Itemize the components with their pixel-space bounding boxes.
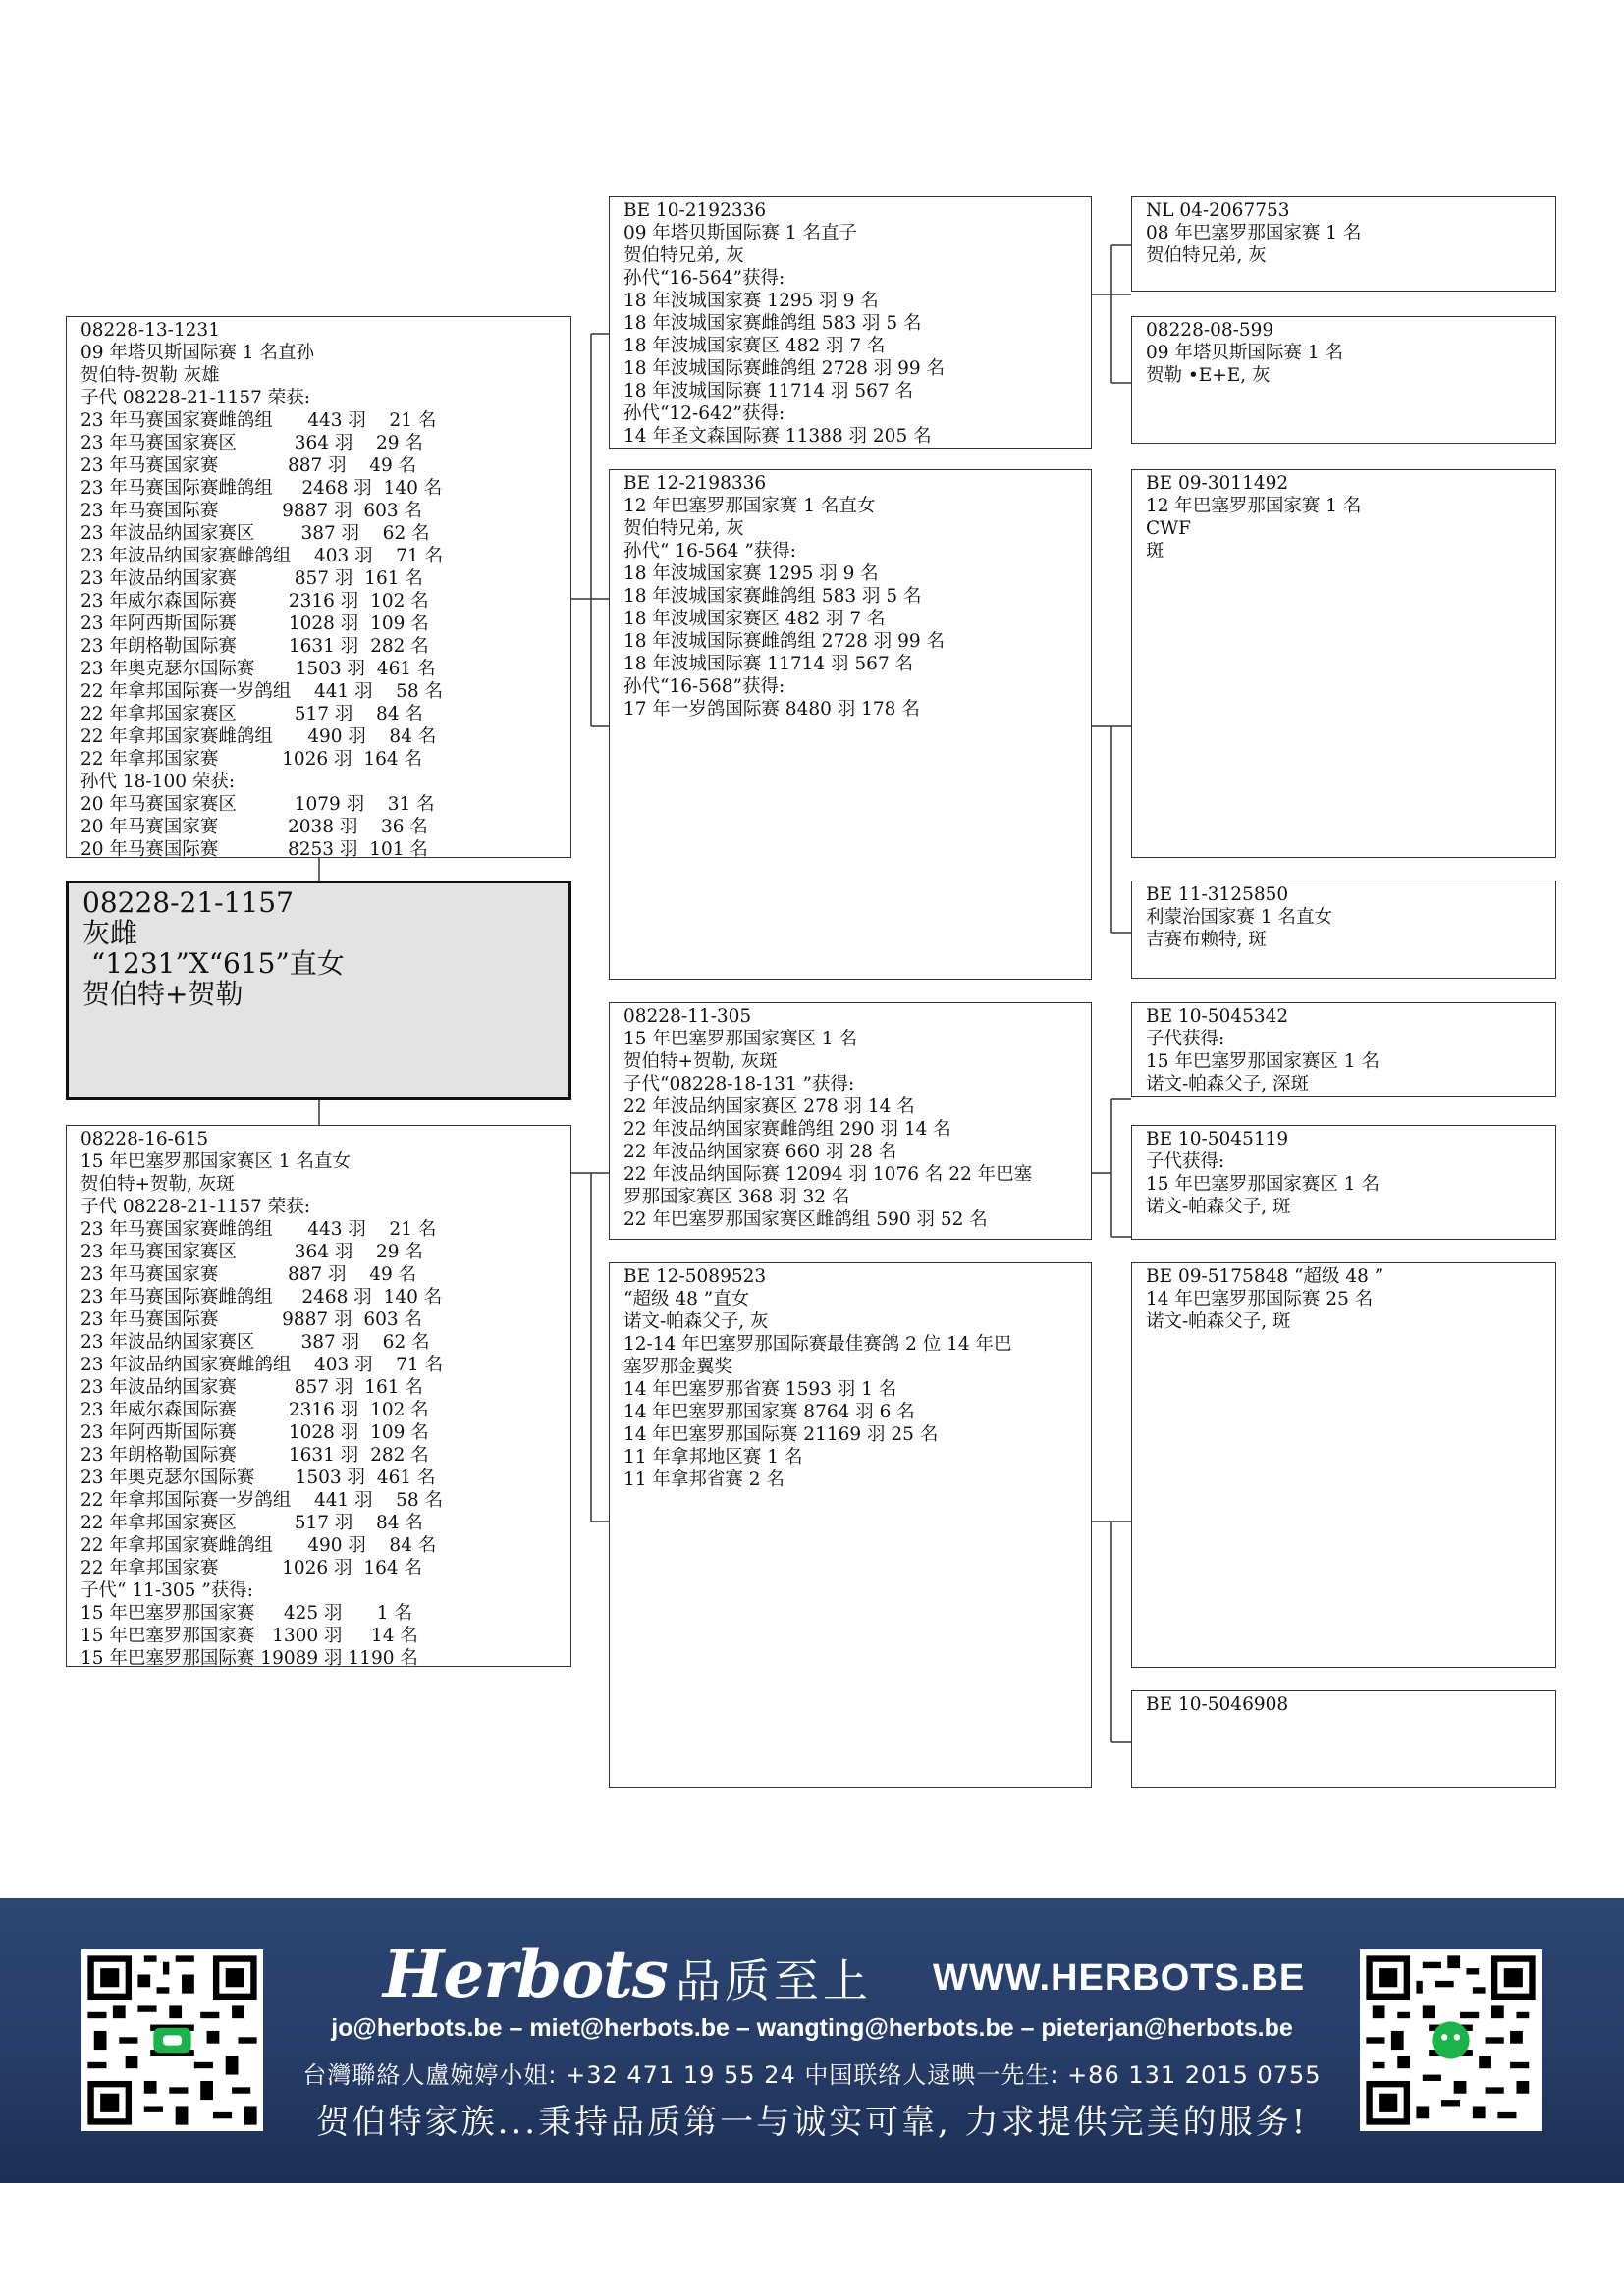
card-line: 23 年马赛国家赛区 364 羽 29 名: [81, 433, 423, 454]
ggp-card-4: [1131, 881, 1556, 979]
card-line: 贺伯特-贺勒 灰雄: [81, 365, 220, 386]
card-line: 利蒙治国家赛 1 名直女: [1146, 907, 1333, 928]
card-line: 子代获得:: [1146, 1029, 1225, 1049]
herbots-logo: Herbots: [383, 1936, 668, 2012]
card-line: 18 年波城国际赛 11714 羽 567 名: [623, 381, 914, 401]
card-line: 斑: [1146, 541, 1164, 561]
card-line: 14 年巴塞罗那省赛 1593 羽 1 名: [623, 1379, 897, 1400]
ggp-card-5: [1131, 1002, 1556, 1097]
card-line: 23 年波品纳国家赛 857 羽 161 名: [81, 568, 423, 589]
card-line: 15 年巴塞罗那国家赛区 1 名: [1146, 1051, 1380, 1072]
card-line: 贺伯特+贺勒, 灰斑: [623, 1051, 778, 1072]
footer-banner: [0, 1898, 1624, 2183]
card-line: 22 年波品纳国际赛 12094 羽 1076 名 22 年巴塞: [623, 1164, 1033, 1185]
ring-number: BE 10-5045342: [1146, 1006, 1289, 1027]
card-line: 22 年拿邦国家赛雌鸽组 490 羽 84 名: [81, 1535, 437, 1556]
card-line: 23 年奥克瑟尔国际赛 1503 羽 461 名: [81, 1468, 436, 1488]
card-line: 20 年马赛国家赛区 1079 羽 31 名: [81, 794, 435, 815]
card-line: 22 年拿邦国家赛 1026 羽 164 名: [81, 1558, 423, 1578]
card-line: 23 年朗格勒国际赛 1631 羽 282 名: [81, 1445, 429, 1466]
card-line: 23 年马赛国家赛雌鸽组 443 羽 21 名: [81, 1219, 437, 1240]
card-line: 孙代“12-642”获得:: [623, 403, 785, 424]
card-line: 15 年巴塞罗那国家赛区 1 名: [623, 1029, 857, 1049]
email-addresses[interactable]: jo@herbots.be – miet@herbots.be – wangting@herbots.be – pieterjan@herbots.be: [331, 2014, 1293, 2042]
ggp-card-3: [1131, 469, 1556, 858]
card-line: 23 年马赛国际赛 9887 羽 603 名: [81, 1309, 423, 1330]
card-line: 23 年马赛国际赛 9887 羽 603 名: [81, 501, 423, 521]
grandsire-maternal-card: [609, 1002, 1092, 1240]
card-line: 贺伯特+贺勒, 灰斑: [81, 1174, 235, 1195]
card-line: 诺文-帕森父子, 斑: [1146, 1197, 1291, 1217]
card-line: 14 年巴塞罗那国际赛 21169 羽 25 名: [623, 1424, 939, 1445]
card-line: 12-14 年巴塞罗那国际赛最佳赛鸽 2 位 14 年巴: [623, 1334, 1012, 1355]
card-line: 子代 08228-21-1157 荣获:: [81, 1197, 310, 1217]
granddam-paternal-card: [609, 469, 1092, 980]
card-line: 15 年巴塞罗那国际赛 19089 羽 1190 名: [81, 1648, 418, 1667]
brand-row: [373, 1936, 1306, 2014]
card-line: 贺伯特+贺勒: [82, 978, 244, 1010]
card-line: 09 年塔贝斯国际赛 1 名直孙: [81, 343, 314, 363]
card-line: 23 年马赛国家赛 887 羽 49 名: [81, 1264, 417, 1285]
card-line: 孙代“16-564”获得:: [623, 268, 785, 289]
card-line: 贺伯特兄弟, 灰: [623, 245, 744, 266]
ring-number: BE 12-2198336: [623, 473, 767, 494]
card-line: 子代获得:: [1146, 1151, 1225, 1172]
card-line: 23 年波品纳国家赛 857 羽 161 名: [81, 1377, 423, 1398]
card-line: 诺文-帕森父子, 斑: [1146, 1311, 1291, 1332]
card-line: 18 年波城国家赛 1295 羽 9 名: [623, 563, 879, 584]
card-line: 20 年马赛国家赛 2038 羽 36 名: [81, 817, 428, 837]
card-line: 23 年朗格勒国际赛 1631 羽 282 名: [81, 636, 429, 657]
brand-slogan: 品质至上: [676, 1954, 872, 2007]
ring-number: BE 09-3011492: [1146, 473, 1289, 494]
card-line: 08 年巴塞罗那国家赛 1 名: [1146, 223, 1362, 243]
ring-number: BE 10-5046908: [1146, 1694, 1289, 1715]
card-line: 诺文-帕森父子, 深斑: [1146, 1074, 1310, 1095]
card-line: 17 年一岁鸽国际赛 8480 羽 178 名: [623, 699, 920, 720]
card-line: 23 年波品纳国家赛雌鸽组 403 羽 71 名: [81, 1355, 444, 1375]
card-line: 22 年波品纳国家赛雌鸽组 290 羽 14 名: [623, 1119, 951, 1140]
ring-number: 08228-11-305: [623, 1006, 752, 1027]
sire-card: [66, 316, 571, 858]
card-line: 子代“08228-18-131 ”获得:: [623, 1074, 855, 1095]
ring-number: 08228-08-599: [1146, 320, 1274, 341]
card-line: 18 年波城国家赛 1295 羽 9 名: [623, 291, 879, 311]
card-line: 18 年波城国家赛区 482 羽 7 名: [623, 609, 886, 629]
card-line: 09 年塔贝斯国际赛 1 名: [1146, 343, 1343, 363]
card-line: 23 年马赛国家赛区 364 羽 29 名: [81, 1242, 423, 1262]
card-line: 18 年波城国际赛雌鸽组 2728 羽 99 名: [623, 631, 946, 652]
card-line: 23 年阿西斯国际赛 1028 羽 109 名: [81, 1422, 429, 1443]
ggp-card-1: [1131, 196, 1556, 292]
card-line: 23 年波品纳国家赛雌鸽组 403 羽 71 名: [81, 546, 444, 566]
card-line: 贺伯特兄弟, 灰: [1146, 245, 1267, 266]
grandsire-paternal-card: [609, 196, 1092, 449]
card-line: 22 年拿邦国家赛区 517 羽 84 名: [81, 704, 423, 724]
card-line: 14 年巴塞罗那国家赛 8764 羽 6 名: [623, 1402, 915, 1422]
family-motto: 贺伯特家族...秉持品质第一与诚实可靠, 力求提供完美的服务!: [315, 2103, 1309, 2142]
dam-card: [66, 1125, 571, 1667]
card-line: 23 年马赛国家赛雌鸽组 443 羽 21 名: [81, 410, 437, 431]
ring-number: 08228-21-1157: [82, 886, 294, 919]
qr-code-wechat[interactable]: [1360, 1949, 1542, 2131]
card-line: 14 年巴塞罗那国际赛 25 名: [1146, 1289, 1374, 1309]
card-line: 23 年马赛国家赛 887 羽 49 名: [81, 455, 417, 476]
card-line: 22 年拿邦国家赛雌鸽组 490 羽 84 名: [81, 726, 437, 747]
card-line: 15 年巴塞罗那国家赛 1300 羽 14 名: [81, 1626, 418, 1646]
ring-number: BE 12-5089523: [623, 1266, 767, 1287]
ggp-card-2: [1131, 316, 1556, 444]
ring-number: 08228-16-615: [81, 1129, 209, 1149]
card-line: 23 年威尔森国际赛 2316 羽 102 名: [81, 1400, 429, 1420]
card-line: 23 年波品纳国家赛区 387 羽 62 名: [81, 1332, 430, 1353]
card-line: 11 年拿邦地区赛 1 名: [623, 1447, 803, 1468]
card-line: 塞罗那金翼奖: [623, 1357, 733, 1377]
card-line: 22 年拿邦国际赛一岁鸽组 441 羽 58 名: [81, 1490, 444, 1511]
card-line: 贺勒 •E+E, 灰: [1146, 365, 1271, 386]
ring-number: BE 10-5045119: [1146, 1129, 1289, 1149]
card-line: 15 年巴塞罗那国家赛 425 羽 1 名: [81, 1603, 412, 1624]
ring-number: BE 09-5175848 “超级 48 ”: [1146, 1266, 1384, 1287]
card-line: 23 年威尔森国际赛 2316 羽 102 名: [81, 591, 429, 612]
card-line: 12 年巴塞罗那国家赛 1 名直女: [623, 496, 876, 516]
card-line: 15 年巴塞罗那国家赛区 1 名直女: [81, 1151, 351, 1172]
card-line: 18 年波城国际赛雌鸽组 2728 羽 99 名: [623, 358, 946, 379]
ggp-card-8: [1131, 1690, 1556, 1788]
card-line: 22 年波品纳国家赛区 278 羽 14 名: [623, 1096, 915, 1117]
ggp-card-7: [1131, 1262, 1556, 1668]
card-line: 18 年波城国家赛雌鸽组 583 羽 5 名: [623, 586, 922, 607]
card-line: 23 年阿西斯国际赛 1028 羽 109 名: [81, 614, 429, 634]
card-line: 23 年奥克瑟尔国际赛 1503 羽 461 名: [81, 659, 436, 679]
qr-code-icon: [1360, 1949, 1542, 2131]
card-line: 诺文-帕森父子, 灰: [623, 1311, 769, 1332]
card-line: “超级 48 ”直女: [623, 1289, 750, 1309]
card-line: 22 年拿邦国际赛一岁鸽组 441 羽 58 名: [81, 681, 444, 702]
card-line: 吉赛布赖特, 斑: [1146, 930, 1267, 950]
card-line: 子代“ 11-305 ”获得:: [81, 1580, 254, 1601]
ring-number: BE 10-2192336: [623, 200, 767, 221]
card-line: 09 年塔贝斯国际赛 1 名直子: [623, 223, 857, 243]
card-line: 11 年拿邦省赛 2 名: [623, 1469, 785, 1490]
card-line: CWF: [1146, 518, 1192, 539]
card-line: 23 年马赛国际赛雌鸽组 2468 羽 140 名: [81, 1287, 443, 1308]
card-line: 灰雌: [82, 917, 138, 949]
card-line: “1231”X“615”直女: [82, 947, 345, 980]
ring-number: 08228-13-1231: [81, 320, 220, 341]
granddam-maternal-card: [609, 1262, 1092, 1788]
card-line: 孙代“16-568”获得:: [623, 676, 785, 697]
card-line: 孙代 18-100 荣获:: [81, 772, 236, 792]
ring-number: NL 04-2067753: [1146, 200, 1290, 221]
ggp-card-6: [1131, 1125, 1556, 1240]
card-line: 20 年马赛国际赛 8253 羽 101 名: [81, 839, 428, 858]
card-line: 孙代“ 16-564 ”获得:: [623, 541, 797, 561]
card-line: 22 年波品纳国家赛 660 羽 28 名: [623, 1142, 897, 1162]
subject-card: [66, 881, 571, 1100]
card-line: 12 年巴塞罗那国家赛 1 名: [1146, 496, 1362, 516]
card-line: 罗那国家赛区 368 羽 32 名: [623, 1187, 850, 1207]
card-line: 22 年巴塞罗那国家赛区雌鸽组 590 羽 52 名: [623, 1209, 988, 1230]
website-link[interactable]: WWW.HERBOTS.BE: [933, 1957, 1306, 1999]
ring-number: BE 11-3125850: [1146, 884, 1289, 905]
card-line: 14 年圣文森国际赛 11388 羽 205 名: [623, 426, 932, 447]
card-line: 18 年波城国际赛 11714 羽 567 名: [623, 654, 914, 674]
card-line: 15 年巴塞罗那国家赛区 1 名: [1146, 1174, 1380, 1195]
card-line: 23 年波品纳国家赛区 387 羽 62 名: [81, 523, 430, 544]
card-line: 贺伯特兄弟, 灰: [623, 518, 744, 539]
card-line: 18 年波城国家赛区 482 羽 7 名: [623, 336, 886, 356]
contact-phones: 台灣聯絡人盧婉婷小姐: +32 471 19 55 24 中国联络人逯晪一先生: +86 131 2015 0755: [302, 2061, 1322, 2089]
card-line: 22 年拿邦国家赛 1026 羽 164 名: [81, 749, 423, 770]
card-line: 23 年马赛国际赛雌鸽组 2468 羽 140 名: [81, 478, 443, 499]
card-line: 子代 08228-21-1157 荣获:: [81, 388, 310, 408]
card-line: 18 年波城国家赛雌鸽组 583 羽 5 名: [623, 313, 922, 334]
card-line: 22 年拿邦国家赛区 517 羽 84 名: [81, 1513, 423, 1533]
